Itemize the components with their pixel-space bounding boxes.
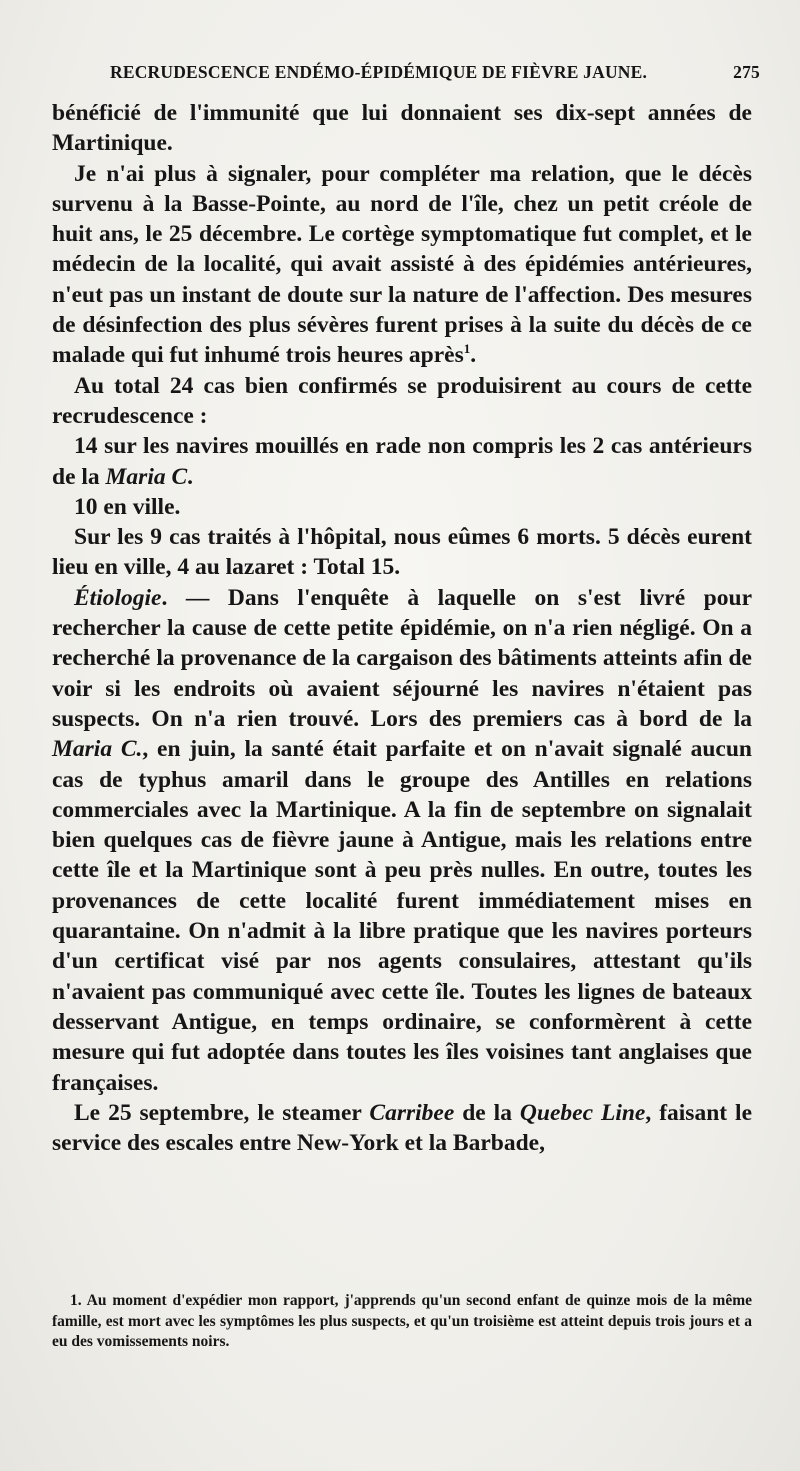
- paragraph-text: , en juin, la santé était parfaite et on n'avait signalé aucun cas de typhus amaril dans le groupe des Antilles en relations commerciales avec la Martinique. A la fin de septembre on signalait bien quelques cas de fièvre jaune à Antigue, mais les relations entre cette île et la Martinique sont à peu près nulles. En outre, toutes les provenances de cette localité furent immédiatement mises en quarantaine. On n'admit à la libre pratique que les navires porteurs d'un certificat visé par nos agents consulaires, attestant qu'ils n'avaient pas communiqué avec cette île. Toutes les lignes de bateaux desservant Antigue, en temps ordinaire, se conformèrent à cette mesure qui fut adoptée dans toutes les îles voisines tant anglaises que françaises.: [52, 736, 753, 1096]
- running-title: RECRUDESCENCE ENDÉMO-ÉPIDÉMIQUE DE FIÈVRE JAUNE.: [110, 62, 648, 82]
- footnote: 1. Au moment d'expédier mon rapport, j'apprends qu'un second enfant de quinze mois de la même famille, est mort avec les symptômes les plus suspects, et qu'un troisième est atteint depuis trois jours et a eu des vomissements noirs.: [52, 1292, 752, 1350]
- paragraph-text: 14 sur les navires mouillés en rade non compris les 2 cas antérieurs de la: [52, 433, 752, 490]
- footnote-reference[interactable]: 1: [463, 341, 471, 357]
- paragraph-text: .: [187, 463, 194, 490]
- paragraph: [52, 431, 752, 492]
- ship-name: Carribee: [369, 1099, 455, 1126]
- paragraph: [52, 159, 752, 371]
- paragraph-text: bénéficié de l'immunité que lui donnaient ses dix-sept années de Martinique.: [52, 100, 752, 157]
- paragraph-text: Je n'ai plus à signaler, pour compléter ma relation, que le décès survenu à la Basse-Pointe, au nord de l'île, chez un petit créole de huit ans, le 25 décembre. Le cortège symptomatique fut complet, et le médecin de la localité, qui avait assisté à des épidémies antérieures, n'eut pas un instant de doute sur la nature de l'affection. Des mesures de désinfection des plus sévères furent prises à la suite du décès de ce malade qui fut inhumé trois heures après: [52, 160, 752, 369]
- body-text: [52, 98, 752, 1158]
- paragraph: [52, 492, 752, 522]
- paragraph: [52, 98, 752, 159]
- paragraph-text: . — Dans l'enquête à laquelle on s'est livré pour rechercher la cause de cette petite épidémie, on n'a rien négligé. On a recherché la provenance de la cargaison des bâtiments atteints afin de voir si les endroits où avaient séjourné les navires n'étaient pas suspects. On n'a rien trouvé. Lors des premiers cas à bord de la: [52, 584, 752, 732]
- paragraph-text: Sur les 9 cas traités à l'hôpital, nous eûmes 6 morts. 5 décès eurent lieu en ville, 4 au lazaret : Total 15.: [52, 524, 752, 581]
- paragraph: [52, 583, 752, 1098]
- paragraph: [52, 1098, 752, 1159]
- paragraph: [52, 371, 752, 432]
- page-header: [110, 62, 760, 88]
- paragraph-text: .: [470, 342, 477, 369]
- footnotes: [52, 1291, 752, 1353]
- ship-name: Maria C.: [52, 736, 143, 763]
- paragraph-text: Le 25 septembre, le steamer: [74, 1099, 370, 1126]
- paragraph-text: , faisant le service des escales entre New-York et la Barbade,: [52, 1099, 753, 1157]
- paragraph-text: de la: [454, 1099, 520, 1126]
- paragraph: [52, 522, 752, 583]
- paragraph-text: Au total 24 cas bien confirmés se produisirent au cours de cette recrudescence :: [52, 372, 752, 429]
- section-heading: Étiologie: [74, 584, 162, 611]
- shipping-line-name: Quebec Line: [519, 1099, 646, 1126]
- page-number: 275: [733, 62, 760, 82]
- ship-name: Maria C: [105, 463, 188, 490]
- paragraph-text: 10 en ville.: [74, 493, 181, 520]
